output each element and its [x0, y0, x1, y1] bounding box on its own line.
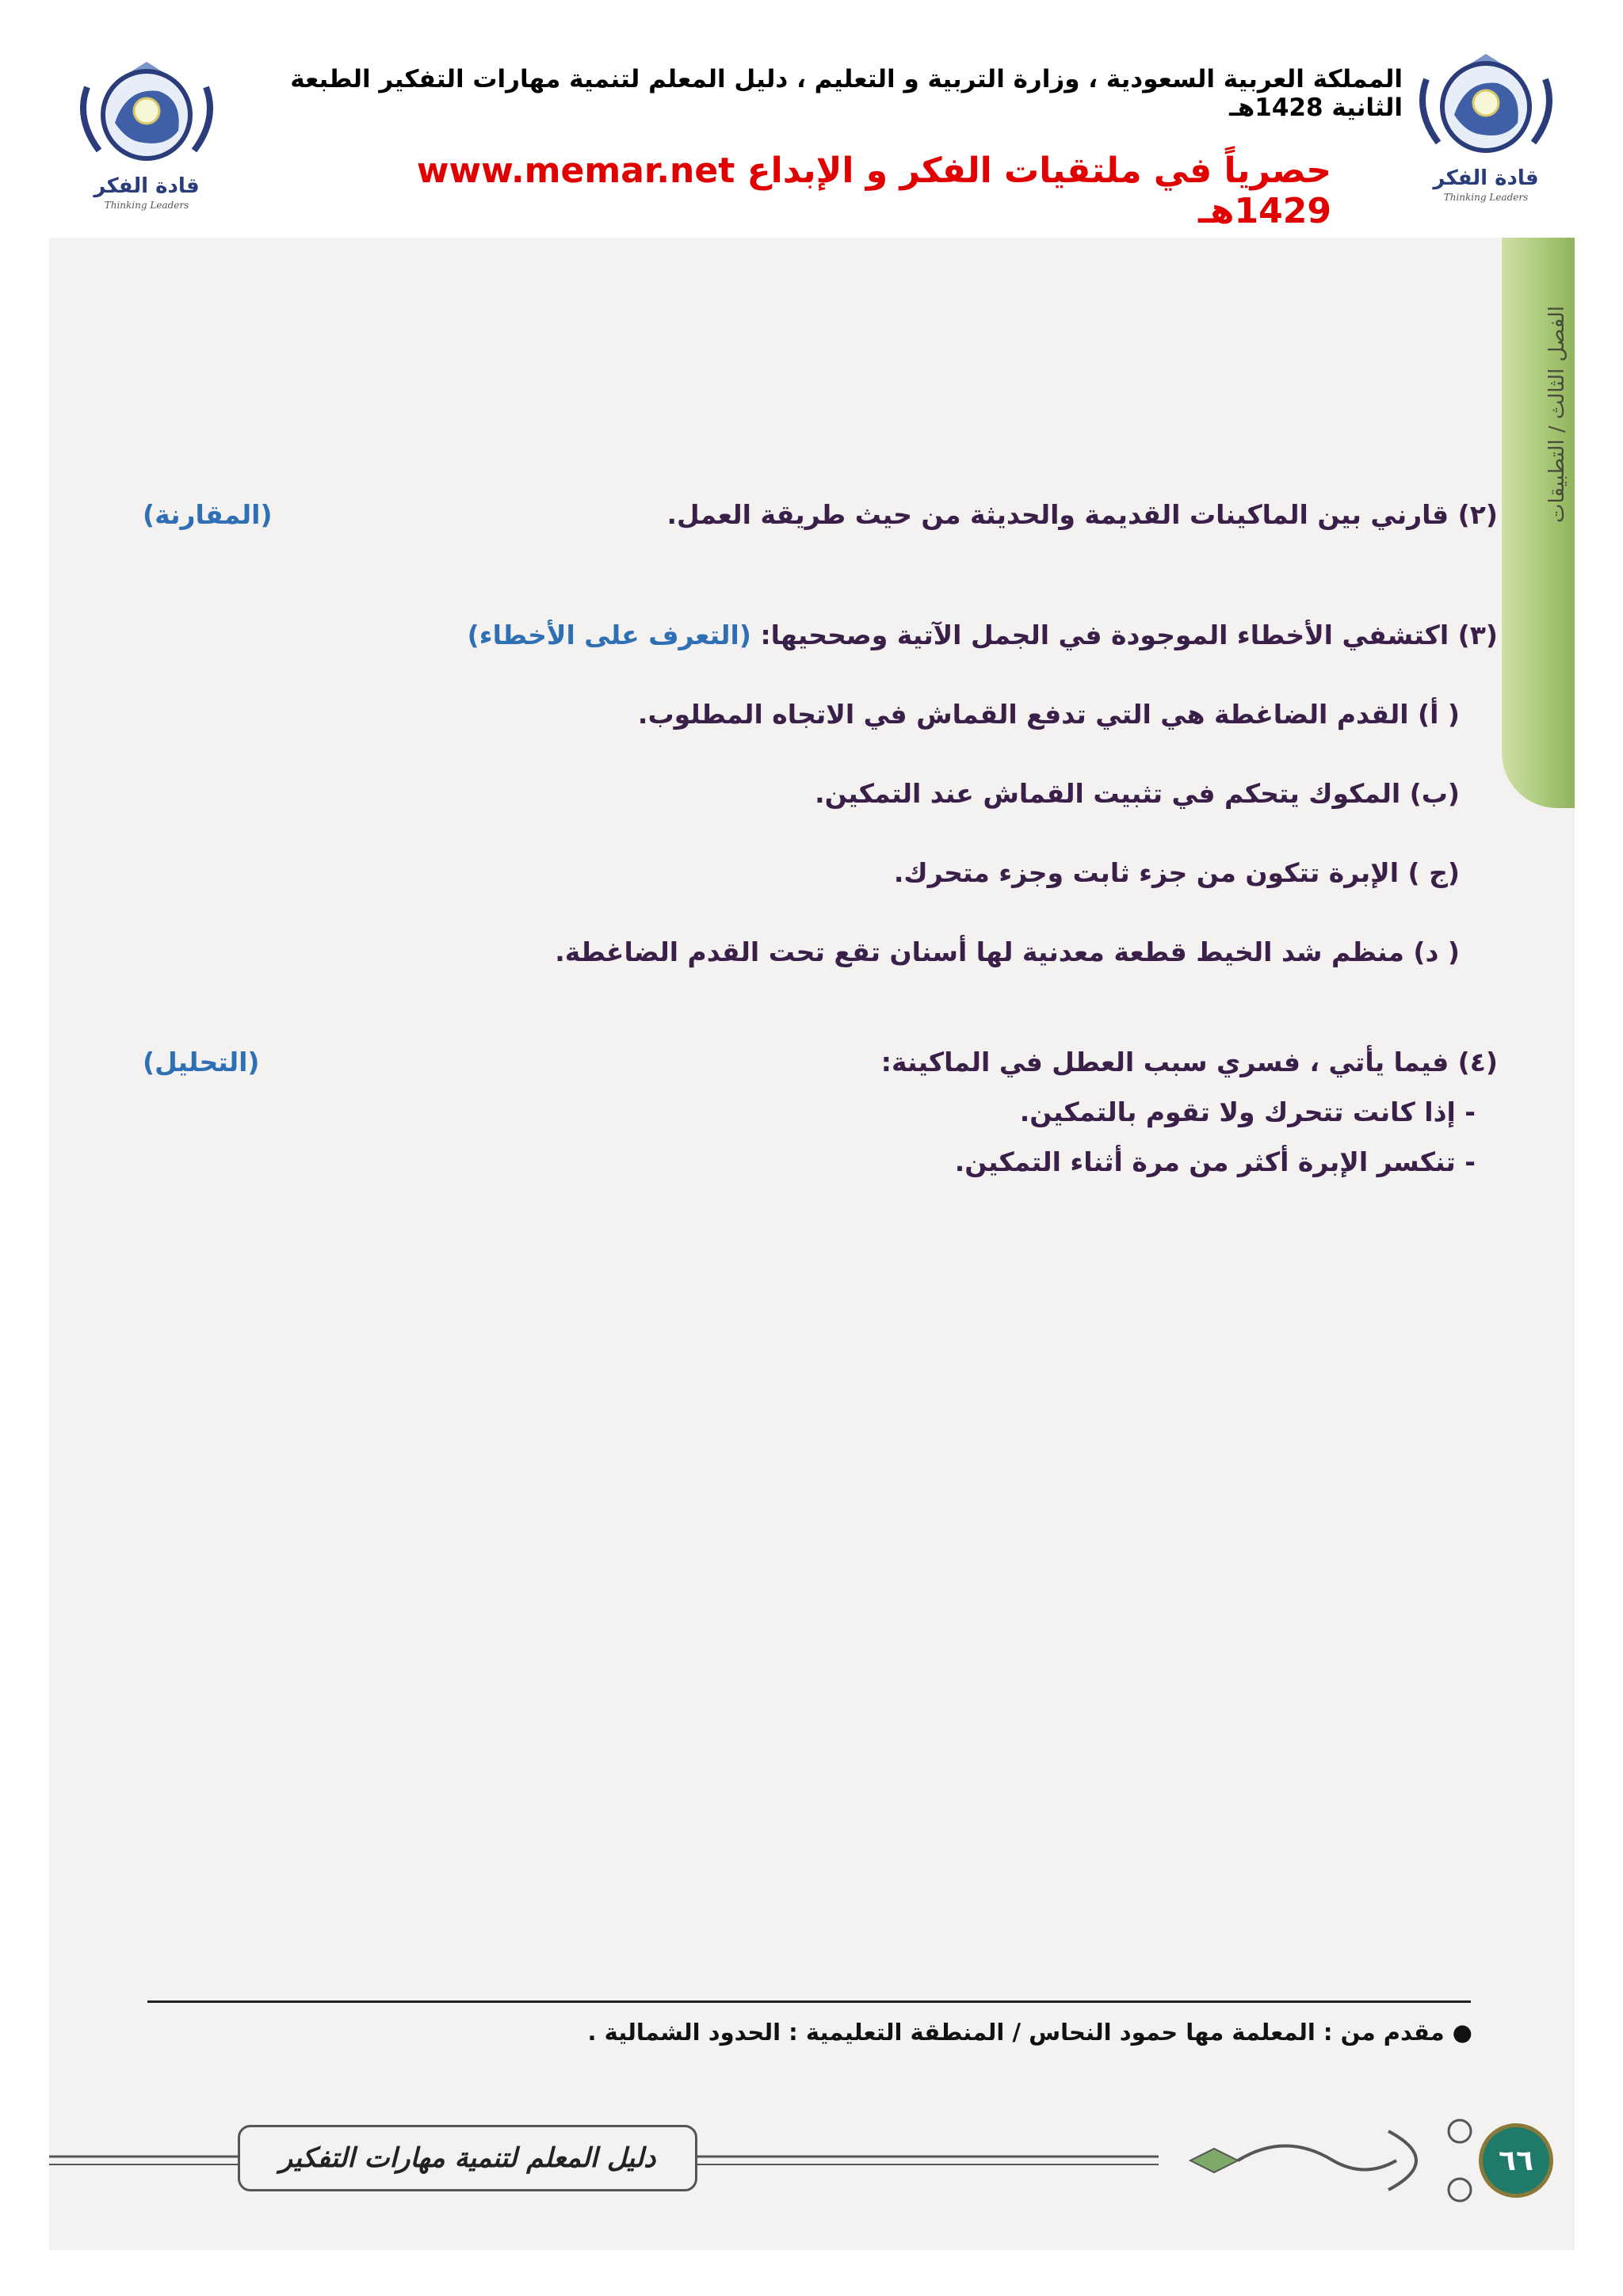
list-item: ( د) منظم شد الخيط قطعة معدنية لها أسنان تقع تحت القدم الضاغطة. — [555, 936, 1460, 967]
question-4-text: (٤) فيما يأتي ، فسري سبب العطل في الماكينة: — [880, 1047, 1498, 1077]
question-2-text: (٢) قارني بين الماكينات القديمة والحديثة من حيث طريقة العمل. — [666, 499, 1498, 530]
list-item: ( أ) القدم الضاغطة هي التي تدفع القماش في الاتجاه المطلوب. — [637, 699, 1460, 730]
footer-divider — [147, 2000, 1471, 2003]
logo-emblem-icon — [71, 55, 222, 174]
book-title: دليل المعلم لتنمية مهارات التفكير — [238, 2125, 697, 2191]
question-2-skill-tag: (المقارنة) — [143, 499, 273, 530]
question-2 — [143, 499, 1498, 530]
list-item: (ب) المكوك يتحكم في تثبيت القماش عند التمكين. — [815, 778, 1460, 809]
logo-emblem-icon — [1411, 48, 1561, 166]
logo-left — [71, 55, 222, 214]
question-4-skill-tag: (التحليل) — [143, 1047, 260, 1077]
list-item: - تنكسر الإبرة أكثر من مرة أثناء التمكين. — [954, 1146, 1476, 1177]
header-title: المملكة العربية السعودية ، وزارة التربية و التعليم ، دليل المعلم لتنمية مهارات التفكير الطبعة الثانية 1428هـ — [290, 65, 1403, 122]
footer-credit: ● مقدم من : المعلمة مها حمود النحاس / المنطقة التعليمية : الحدود الشمالية . — [587, 2019, 1472, 2046]
logo-right — [1411, 48, 1561, 206]
logo-caption: قادة الفكر — [1433, 166, 1539, 190]
logo-caption: قادة الفكر — [94, 174, 200, 198]
question-3-text: (٣) اكتشفي الأخطاء الموجودة في الجمل الآتية وصححيها: — [760, 620, 1498, 650]
logo-subcaption: Thinking Leaders — [104, 200, 189, 211]
question-4 — [143, 1047, 1498, 1177]
questions-section — [143, 475, 1498, 1177]
list-item: - إذا كانت تتحرك ولا تقوم بالتمكين. — [1019, 1097, 1476, 1127]
question-3 — [143, 605, 1498, 983]
page-number-badge: ٦٦ — [1479, 2123, 1553, 2198]
question-3-skill-tag: (التعرف على الأخطاء) — [467, 620, 751, 650]
header-subtitle-link[interactable]: حصرياً في ملتقيات الفكر و الإبداع www.memar.net 1429هـ — [416, 151, 1331, 231]
chapter-side-tab-label: الفصل الثالث / التطبيقات — [1545, 305, 1569, 523]
logo-subcaption: Thinking Leaders — [1443, 192, 1529, 203]
list-item: (ج ) الإبرة تتكون من جزء ثابت وجزء متحرك. — [893, 857, 1460, 888]
